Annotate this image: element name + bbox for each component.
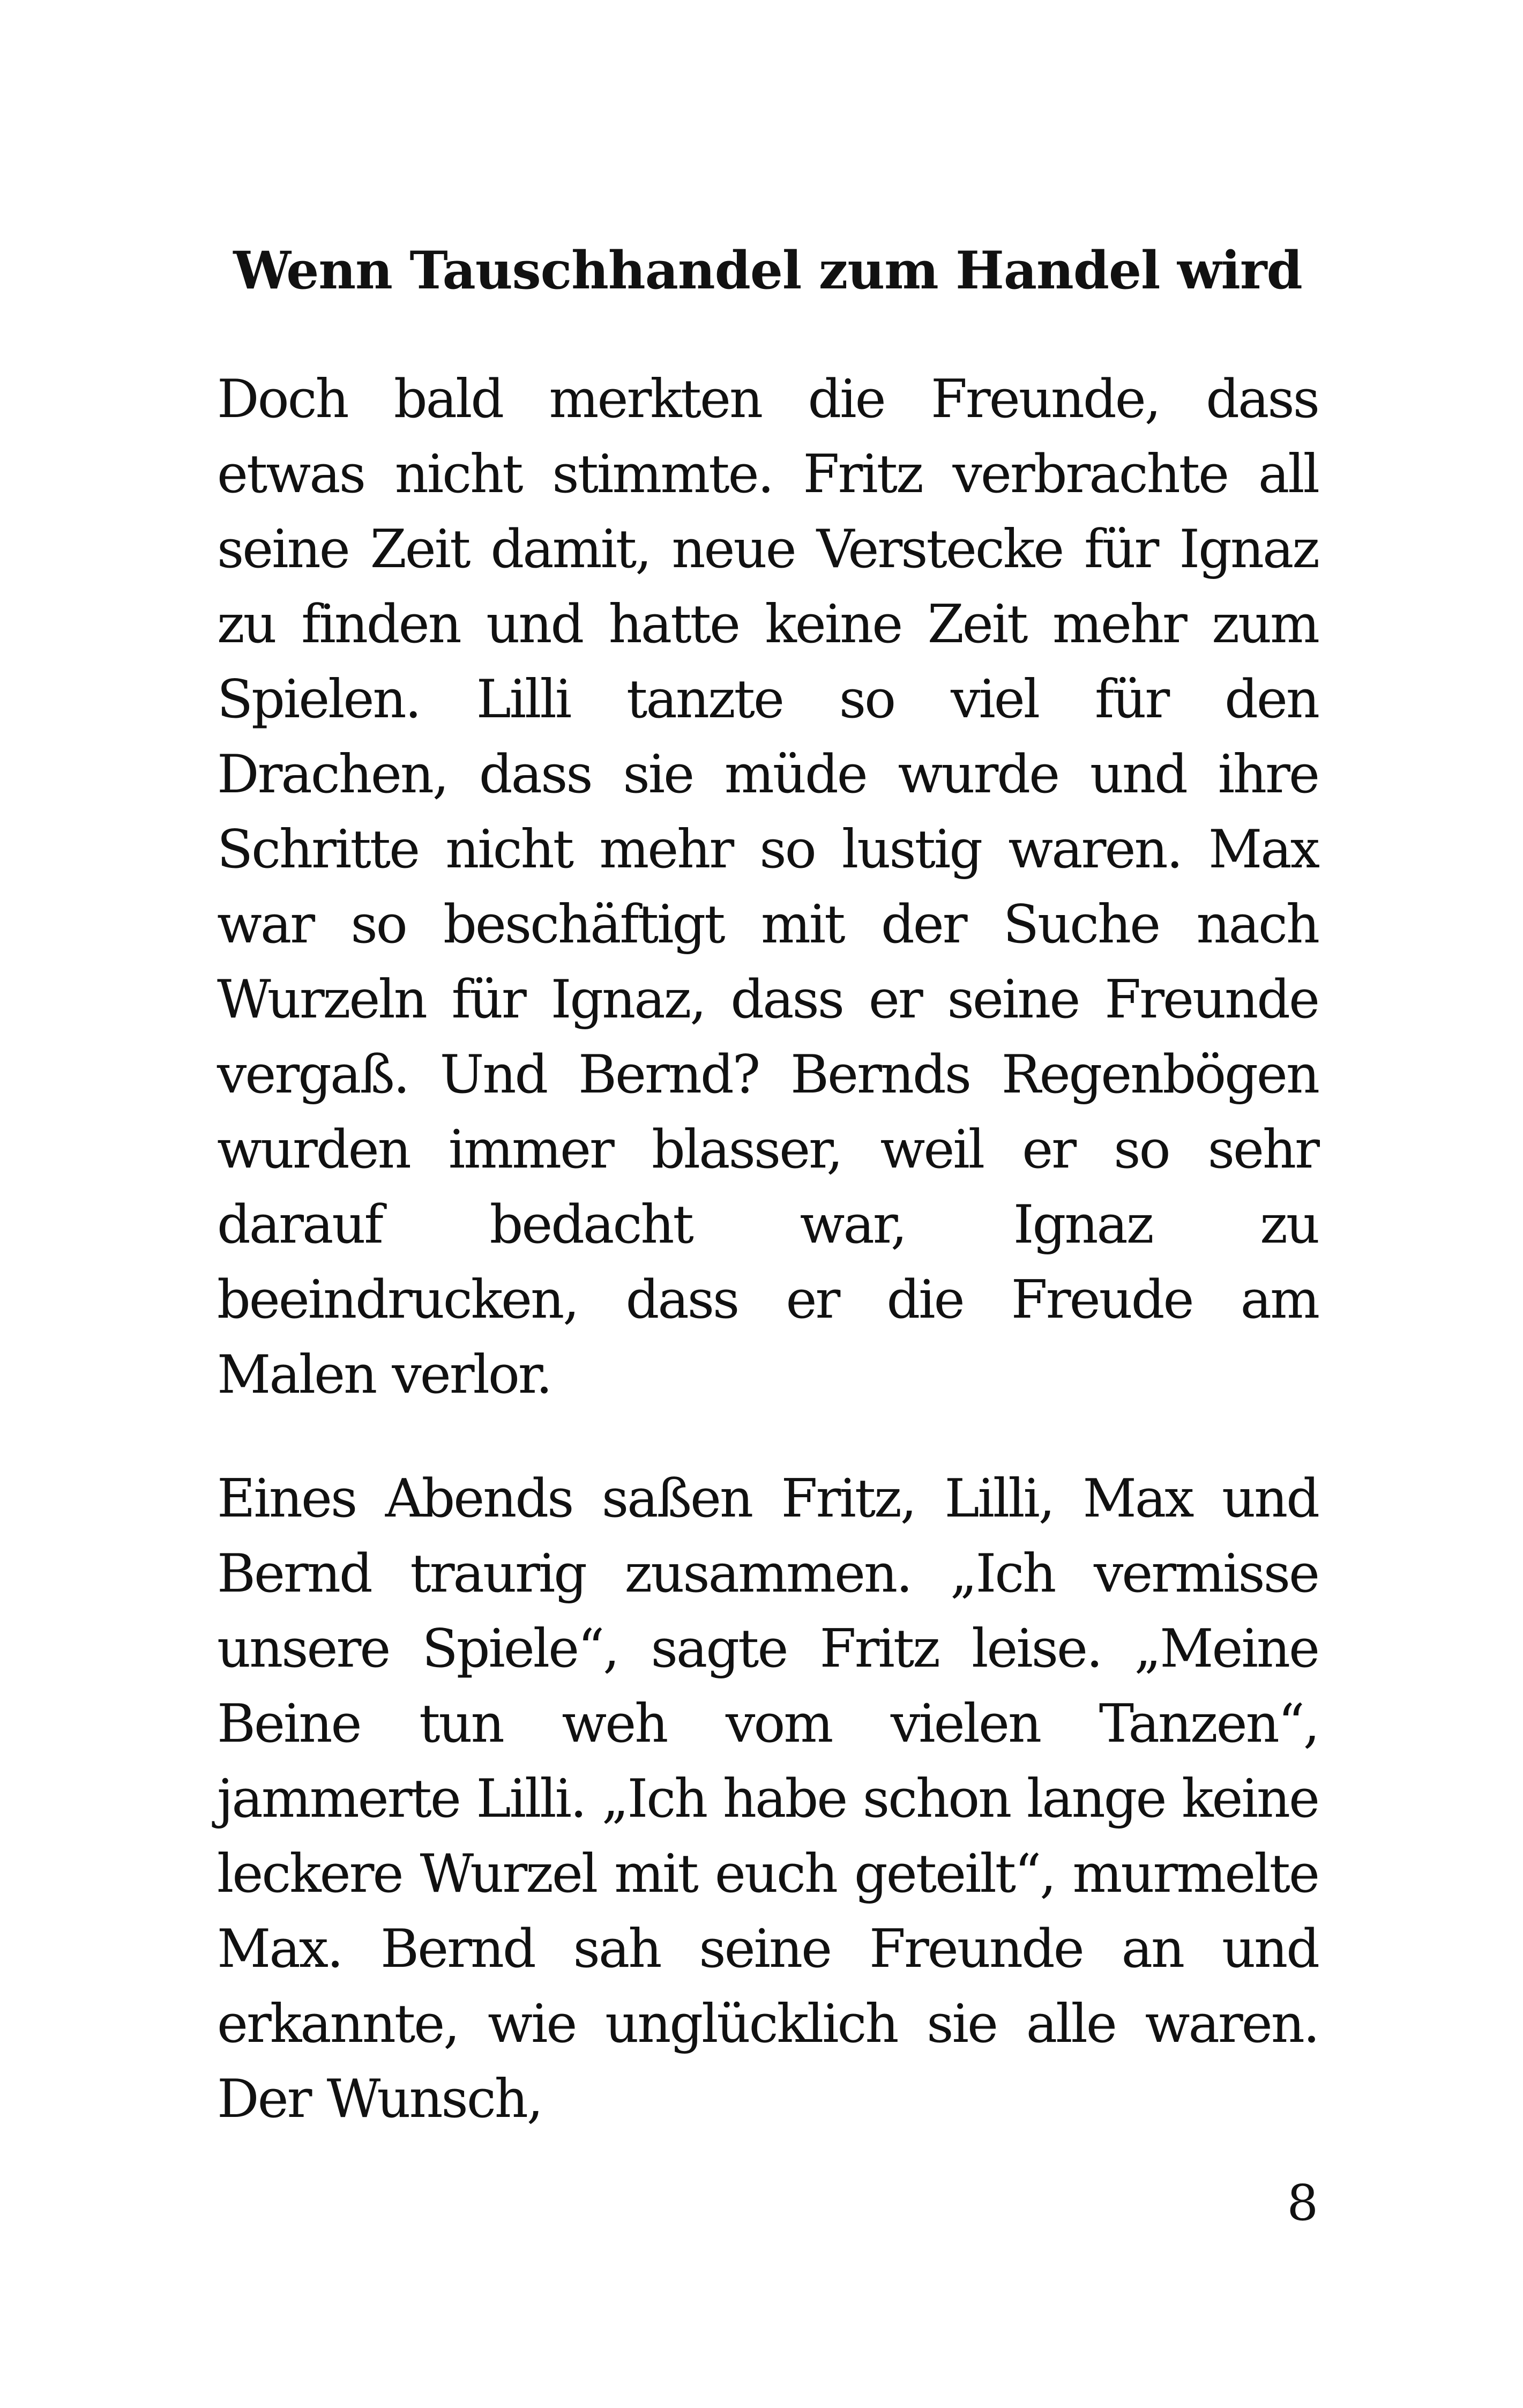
page-number: 8 xyxy=(1287,2174,1318,2232)
paragraph-1: Doch bald merkten die Freunde, dass etwas nicht stimmte. Fritz verbrachte all seine Zeit damit, neue Verstecke für Ignaz zu finden und hatte keine Zeit mehr zum Spielen. Lilli tanzte so viel für den Drachen, dass sie müde wurde und ihre Schritte nicht mehr so lustig waren. Max war so beschäftigt mit der Suche nach Wurzeln für Ignaz, dass er seine Freunde vergaß. Und Bernd? Bernds Regenbögen wurden immer blasser, weil er so sehr darauf bedacht war, Ignaz zu beeindrucken, dass er die Freude am Malen verlor. xyxy=(217,369,1318,1406)
paragraph-2: Eines Abends saßen Fritz, Lilli, Max und Bernd traurig zusammen. „Ich vermisse unsere Spiele“, sagte Fritz leise. „Meine Beine tun weh vom vielen Tanzen“, jammerte Lilli. „Ich habe schon lange keine leckere Wurzel mit euch geteilt“, murmelte Max. Bernd sah seine Freunde an und erkannte, wie unglücklich sie alle waren. Der Wunsch, xyxy=(217,1468,1318,2130)
chapter-title: Wenn Tauschhandel zum Handel wird xyxy=(233,240,1302,301)
